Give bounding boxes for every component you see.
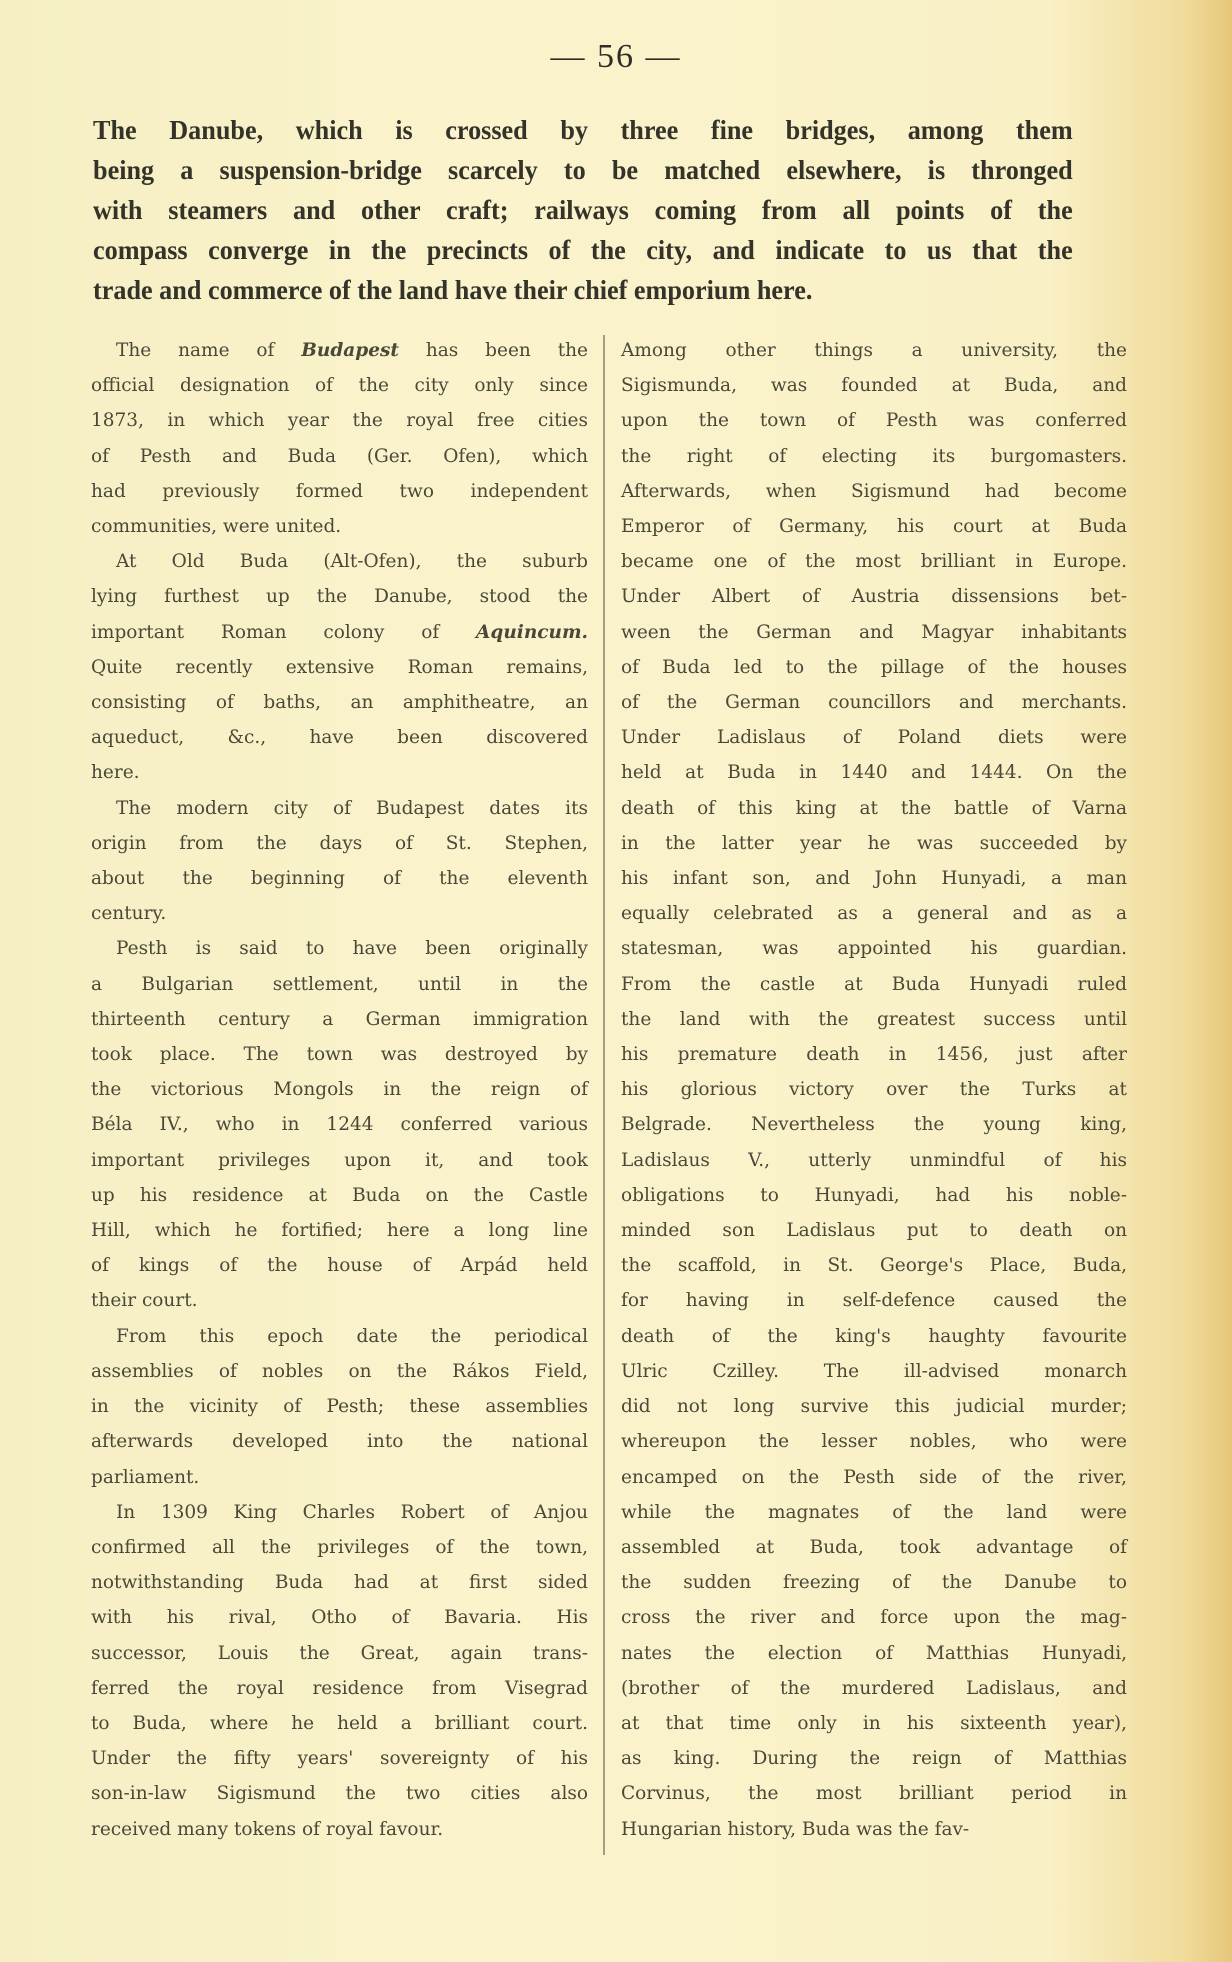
text-line: origin from the days of St. Stephen, [91, 832, 588, 854]
italic-term: Budapest [301, 340, 399, 361]
text-line: statesman, was appointed his guardian. [621, 938, 1127, 960]
text-line: here. [91, 762, 140, 784]
text-line: century. [91, 903, 167, 925]
text-line: Pesth is said to have been originally [116, 938, 588, 960]
text-line: Hill, which he fortified; here a long line [91, 1220, 588, 1242]
text-line: encamped on the Pesth side of the river, [621, 1466, 1127, 1488]
intro-paragraph [93, 110, 1073, 310]
text-line: his premature death in 1456, just after [621, 1044, 1127, 1066]
text-line: took place. The town was destroyed by [91, 1044, 588, 1066]
text-line: the scaffold, in St. George's Place, Buda, [621, 1255, 1127, 1277]
text-line: nates the election of Matthias Hunyadi, [621, 1642, 1127, 1664]
text-line: of Buda led to the pillage of the houses [621, 656, 1127, 678]
text-line: cross the river and force upon the mag- [621, 1607, 1127, 1629]
text-line: From the castle at Buda Hunyadi ruled [621, 973, 1127, 995]
text-run: The name of [116, 340, 302, 361]
text-line: while the magnates of the land were [621, 1501, 1127, 1523]
text-line: Hungarian history, Buda was the fav- [621, 1818, 970, 1840]
text-line: assemblies of nobles on the Rákos Field, [91, 1360, 588, 1382]
text-line: successor, Louis the Great, again trans- [91, 1642, 588, 1664]
text-line [91, 615, 588, 650]
text-line [91, 333, 588, 368]
text-line: thirteenth century a German immigration [91, 1008, 588, 1030]
text-line: in the latter year he was succeeded by [621, 832, 1127, 854]
text-line: to Buda, where he held a brilliant court. [91, 1712, 588, 1734]
text-line: assembled at Buda, took advantage of [621, 1536, 1127, 1558]
text-line: 1873, in which year the royal free cities [91, 410, 588, 432]
text-line: their court. [91, 1290, 198, 1312]
intro-line: The Danube, which is crossed by three fine bridges, among them [93, 115, 1073, 145]
intro-line: with steamers and other craft; railways coming from all points of the [93, 195, 1073, 225]
text-line: his glorious victory over the Turks at [621, 1079, 1127, 1101]
text-line: of kings of the house of Arpád held [91, 1255, 588, 1277]
text-line: (brother of the murdered Ladislaus, and [621, 1677, 1127, 1699]
text-line: Afterwards, when Sigismund had become [621, 480, 1127, 502]
text-line: the sudden freezing of the Danube to [621, 1572, 1127, 1594]
text-line: the right of electing its burgomasters. [621, 445, 1127, 467]
text-line: notwithstanding Buda had at first sided [91, 1572, 588, 1594]
text-line: lying furthest up the Danube, stood the [91, 586, 588, 608]
text-line: whereupon the lesser nobles, who were [621, 1431, 1127, 1453]
text-line: about the beginning of the eleventh [91, 868, 588, 890]
text-line: for having in self-defence caused the [621, 1290, 1127, 1312]
text-line: received many tokens of royal favour. [91, 1818, 444, 1840]
text-line: equally celebrated as a general and as a [621, 903, 1127, 925]
text-line: Sigismunda, was founded at Buda, and [621, 375, 1127, 397]
text-line: of Pesth and Buda (Ger. Ofen), which [91, 445, 588, 467]
italic-term: Aquincum. [476, 621, 588, 643]
intro-line: compass converge in the precincts of the city, and indicate to us that the [93, 235, 1073, 265]
text-line: up his residence at Buda on the Castle [91, 1184, 588, 1206]
text-line: of the German councillors and merchants. [621, 692, 1127, 714]
text-line: Under the fifty years' sovereignty of his [91, 1748, 588, 1770]
text-line: upon the town of Pesth was conferred [621, 410, 1127, 432]
text-run: has been the [398, 340, 589, 361]
text-line: a Bulgarian settlement, until in the [91, 973, 588, 995]
column-divider [603, 335, 605, 1855]
text-line: Emperor of Germany, his court at Buda [621, 516, 1127, 538]
text-line: son-in-law Sigismund the two cities also [91, 1783, 588, 1805]
text-line: Quite recently extensive Roman remains, [91, 656, 588, 678]
text-line: Under Ladislaus of Poland diets were [621, 727, 1127, 749]
text-line: in the vicinity of Pesth; these assemblies [91, 1396, 588, 1418]
text-line: parliament. [91, 1466, 200, 1488]
left-column [91, 333, 588, 1847]
text-line: Corvinus, the most brilliant period in [621, 1783, 1127, 1805]
text-line: From this epoch date the periodical [116, 1325, 588, 1347]
text-line: his infant son, and John Hunyadi, a man [621, 868, 1127, 890]
text-line: Ulric Czilley. The ill-advised monarch [621, 1360, 1127, 1382]
text-line: At Old Buda (Alt-Ofen), the suburb [116, 551, 588, 573]
text-line: Among other things a university, the [621, 340, 1127, 361]
text-line: Under Albert of Austria dissensions bet- [621, 586, 1127, 608]
text-run: important Roman colony of [91, 621, 477, 643]
text-line: death of this king at the battle of Varna [621, 797, 1127, 819]
text-line: with his rival, Otho of Bavaria. His [91, 1607, 588, 1629]
text-line: In 1309 King Charles Robert of Anjou [116, 1501, 588, 1523]
text-line: held at Buda in 1440 and 1444. On the [621, 762, 1127, 784]
text-line: consisting of baths, an amphitheatre, an [91, 692, 588, 714]
text-line: as king. During the reign of Matthias [621, 1748, 1127, 1770]
text-line: ferred the royal residence from Visegrad [91, 1677, 588, 1699]
text-line: communities, were united. [91, 516, 342, 538]
text-line: the victorious Mongols in the reign of [91, 1079, 588, 1101]
text-line: ween the German and Magyar inhabitants [621, 621, 1127, 643]
text-line: Belgrade. Nevertheless the young king, [621, 1114, 1127, 1136]
text-line: the land with the greatest success until [621, 1008, 1127, 1030]
text-line: important privileges upon it, and took [91, 1149, 588, 1171]
text-line: The modern city of Budapest dates its [116, 797, 588, 819]
text-line: had previously formed two independent [91, 480, 588, 502]
text-line: did not long survive this judicial murder; [621, 1396, 1127, 1418]
text-line: Ladislaus V., utterly unmindful of his [621, 1149, 1127, 1171]
intro-line: trade and commerce of the land have their chief emporium here. [93, 275, 813, 305]
text-line: aqueduct, &c., have been discovered [91, 727, 588, 749]
text-line: Béla IV., who in 1244 conferred various [91, 1114, 588, 1136]
text-line: at that time only in his sixteenth year), [621, 1712, 1127, 1734]
text-line: confirmed all the privileges of the town, [91, 1536, 588, 1558]
text-line: official designation of the city only since [91, 375, 588, 397]
text-line: death of the king's haughty favourite [621, 1325, 1127, 1347]
text-line: obligations to Hunyadi, had his noble- [621, 1184, 1127, 1206]
text-line: became one of the most brilliant in Europe. [621, 551, 1127, 573]
page-number: — 56 — [550, 38, 682, 75]
intro-line: being a suspension-bridge scarcely to be matched elsewhere, is thronged [93, 155, 1073, 185]
right-column [621, 333, 1127, 1847]
text-line: afterwards developed into the national [91, 1431, 588, 1453]
text-line: minded son Ladislaus put to death on [621, 1220, 1127, 1242]
